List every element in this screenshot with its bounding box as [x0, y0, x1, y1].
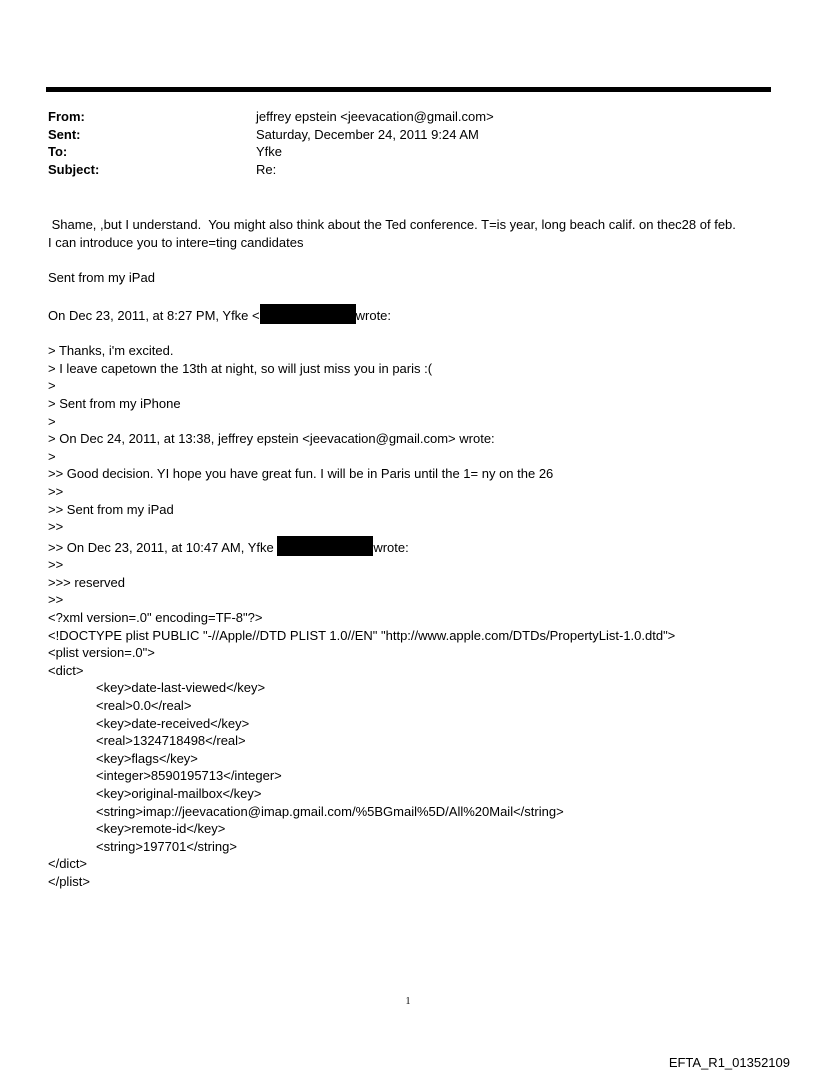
- plist-line: <dict>: [48, 662, 84, 678]
- quoted-line: >: [48, 448, 56, 464]
- subject-label: Subject:: [48, 161, 100, 177]
- quoted-line: >: [48, 413, 56, 429]
- quote-header-suffix: wrote:: [355, 307, 392, 323]
- plist-line: <string>imap://jeevacation@imap.gmail.com/%5BGmail%5D/All%20Mail</string>: [96, 803, 564, 819]
- plist-line: <plist version=.0">: [48, 645, 155, 661]
- header-rule: [46, 87, 771, 92]
- quoted-line: >>: [48, 557, 64, 573]
- to-label: To:: [48, 144, 68, 159]
- plist-line: <key>flags</key>: [96, 750, 198, 766]
- subject-value: Re:: [256, 161, 277, 177]
- quoted-line: > I leave capetown the 13th at night, so will just miss you in paris :(: [48, 360, 433, 376]
- from-value: jeffrey epstein <jeevacation@gmail.com>: [256, 109, 494, 124]
- quoted-line: >> Good decision. YI hope you have great fun. I will be in Paris until the 1= ny on the 26: [48, 466, 554, 482]
- page-number: 1: [405, 996, 411, 1007]
- to-row: [48, 143, 494, 161]
- body-line: Shame, ,but I understand. You might also think about the Ted conference. T=is year, long beach calif. on thec28 of feb.: [48, 217, 736, 232]
- quoted-line: >>: [48, 519, 64, 535]
- sent-label: Sent:: [48, 126, 81, 142]
- quoted-line: [48, 536, 778, 557]
- quoted-line: >>: [48, 483, 64, 499]
- quote-header-text: On Dec 23, 2011, at 8:27 PM, Yfke <: [48, 307, 260, 323]
- email-header: [48, 108, 494, 178]
- plist-line: <key>date-received</key>: [96, 715, 250, 731]
- email-body: [48, 216, 778, 891]
- quote-header-suffix: wrote:: [373, 539, 409, 555]
- redaction-box: [260, 304, 356, 324]
- subject-row: [48, 161, 494, 179]
- from-row: [48, 108, 494, 126]
- plist-line: <key>date-last-viewed</key>: [96, 680, 266, 696]
- plist-line: </plist>: [48, 873, 90, 889]
- bates-id: EFTA_R1_01352109: [668, 1055, 790, 1070]
- signature: Sent from my iPad: [48, 269, 155, 285]
- quote-header-text: >> On Dec 23, 2011, at 10:47 AM, Yfke: [48, 539, 278, 555]
- quote-header: [48, 304, 778, 325]
- quoted-line: >: [48, 378, 56, 394]
- plist-line: <real>1324718498</real>: [96, 733, 246, 749]
- plist-line: <key>original-mailbox</key>: [96, 786, 262, 801]
- plist-line: <real>0.0</real>: [96, 698, 192, 714]
- plist-line: <key>remote-id</key>: [96, 821, 226, 837]
- plist-line: <integer>8590195713</integer>: [96, 768, 282, 784]
- plist-line: </dict>: [48, 856, 88, 872]
- body-line: I can introduce you to intere=ting candidates: [48, 234, 304, 250]
- to-value: Yfke: [256, 144, 283, 159]
- quoted-line: >>: [48, 592, 64, 608]
- sent-value: Saturday, December 24, 2011 9:24 AM: [256, 126, 479, 142]
- plist-line: <!DOCTYPE plist PUBLIC "-//Apple//DTD PLIST 1.0//EN" "http://www.apple.com/DTDs/PropertyList-1.0.dtd">: [48, 627, 676, 643]
- sent-row: [48, 126, 494, 144]
- quoted-line: >> Sent from my iPad: [48, 501, 174, 517]
- plist-line: <string>197701</string>: [96, 838, 237, 854]
- redaction-box: [277, 536, 373, 556]
- from-label: From:: [48, 109, 85, 124]
- quoted-line: > Sent from my iPhone: [48, 395, 181, 411]
- quoted-line: >>> reserved: [48, 574, 125, 590]
- quoted-line: > Thanks, i'm excited.: [48, 343, 174, 359]
- plist-line: <?xml version=.0" encoding=TF-8"?>: [48, 610, 263, 626]
- quoted-line: > On Dec 24, 2011, at 13:38, jeffrey epstein <jeevacation@gmail.com> wrote:: [48, 431, 495, 447]
